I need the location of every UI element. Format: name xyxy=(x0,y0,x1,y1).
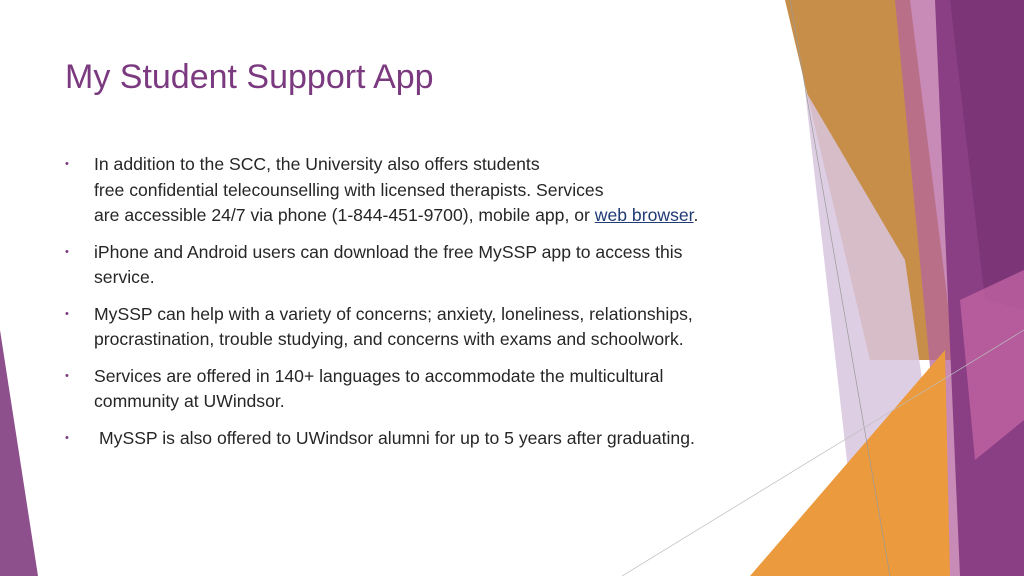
bullet-line: Services are offered in 140+ languages to accommodate the multicultural xyxy=(94,365,664,386)
bullet-item-app-download xyxy=(65,240,785,291)
bullet-line: community at UWindsor. xyxy=(94,391,285,411)
bullet-item-concerns xyxy=(65,302,785,353)
bullet-list xyxy=(65,152,785,462)
web-browser-link[interactable]: web browser xyxy=(594,205,694,225)
bullet-line: service. xyxy=(94,267,155,287)
bullet-line: free confidential telecounselling with licensed therapists. Services xyxy=(94,179,604,200)
bullet-item-alumni xyxy=(65,426,785,452)
bullet-line: MySSP is also offered to UWindsor alumni for up to 5 years after graduating. xyxy=(99,427,695,448)
bullet-text-period: . xyxy=(693,205,699,225)
bullet-text: are accessible 24/7 via phone (1-844-451-9700), mobile app, or xyxy=(94,205,595,225)
bullet-dot-icon: • xyxy=(65,245,69,258)
slide-title: My Student Support App xyxy=(65,58,434,96)
bullet-item-telecounselling xyxy=(65,152,785,229)
bullet-dot-icon: • xyxy=(65,307,69,320)
bullet-line: procrastination, trouble studying, and concerns with exams and schoolwork. xyxy=(94,329,684,349)
bullet-line: MySSP can help with a variety of concerns; anxiety, loneliness, relationships, xyxy=(94,303,693,324)
bullet-dot-icon: • xyxy=(65,431,69,444)
bullet-dot-icon: • xyxy=(65,158,69,170)
bullet-dot-icon: • xyxy=(65,369,69,382)
bullet-line: In addition to the SCC, the University also offers students xyxy=(94,154,540,174)
bullet-line: iPhone and Android users can download the free MySSP app to access this xyxy=(94,241,683,262)
bullet-item-languages xyxy=(65,364,785,415)
left-purple-sliver xyxy=(0,330,38,576)
bullet-line-with-link xyxy=(94,203,785,229)
